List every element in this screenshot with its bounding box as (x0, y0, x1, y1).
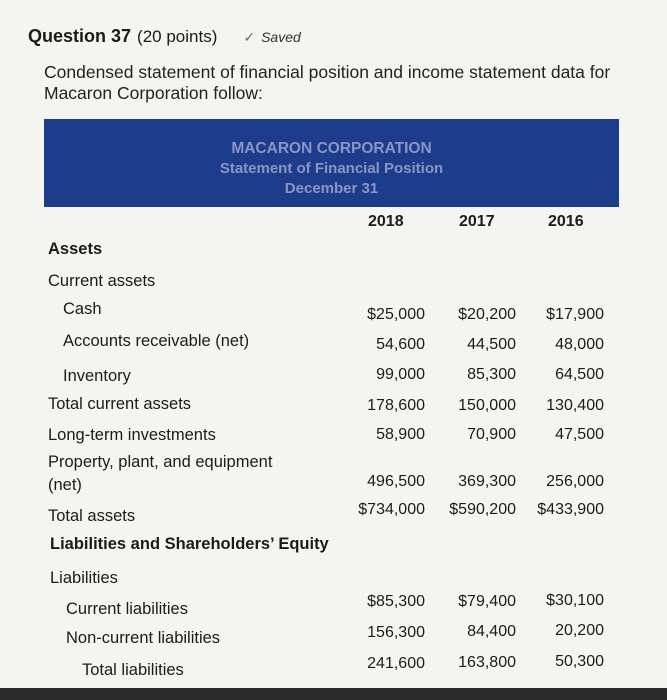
saved-label: Saved (261, 29, 301, 45)
section-liabilities (0, 569, 667, 591)
value-2017: 163,800 (458, 654, 516, 671)
value-2016: 130,400 (546, 397, 604, 414)
value-2018: 99,000 (376, 366, 425, 383)
row-current-liabilities (0, 592, 667, 622)
question-header (28, 26, 301, 47)
question-points: (20 points) (137, 27, 218, 46)
value-2016: 64,500 (555, 366, 604, 383)
company-name: MACARON CORPORATION (231, 140, 432, 157)
value-2018: 58,900 (376, 426, 425, 443)
value-2017: $20,200 (458, 306, 516, 323)
value-2018: 178,600 (367, 397, 425, 414)
row-inventory (0, 367, 667, 389)
value-2018: 496,500 (367, 473, 425, 490)
row-non-current-liabilities (0, 622, 667, 651)
row-label: Inventory (63, 367, 131, 385)
row-label: Total liabilities (82, 661, 184, 679)
section-label: Assets (48, 240, 103, 258)
value-2016: 50,300 (555, 653, 604, 670)
row-label: Current liabilities (66, 600, 188, 618)
section-assets (0, 240, 667, 262)
section-label: Current assets (48, 272, 156, 290)
section-current-assets (0, 272, 667, 294)
value-2017: 70,900 (467, 426, 516, 443)
value-2017: 150,000 (458, 397, 516, 414)
row-label: Total current assets (48, 395, 192, 413)
year-header-row (0, 213, 667, 235)
row-ppe-label-1 (0, 453, 667, 475)
statement-date: December 31 (284, 180, 379, 197)
value-2018: $85,300 (367, 593, 425, 610)
value-2016: 256,000 (546, 473, 604, 490)
row-label: Accounts receivable (net) (63, 332, 250, 350)
value-2017: 85,300 (467, 366, 516, 383)
row-total-assets (0, 501, 667, 529)
value-2018: $734,000 (358, 501, 425, 518)
statement-name: Statement of Financial Position (219, 160, 444, 177)
value-2016: $433,900 (537, 501, 604, 518)
row-label: Total assets (48, 507, 136, 525)
year-2018: 2018 (368, 213, 404, 230)
row-label: Property, plant, and equipment (48, 453, 273, 471)
value-2016: 48,000 (555, 336, 604, 353)
value-2017: 44,500 (467, 336, 516, 353)
row-label: Non-current liabilities (66, 629, 221, 647)
year-2016: 2016 (548, 213, 584, 230)
value-2017: 84,400 (467, 623, 516, 640)
row-total-current-assets (0, 395, 667, 417)
value-2016: $30,100 (546, 592, 604, 609)
saved-status (243, 29, 300, 46)
value-2018: 54,600 (376, 336, 425, 353)
year-2017: 2017 (459, 213, 495, 230)
value-2018: 156,300 (367, 624, 425, 641)
value-2017: $79,400 (458, 593, 516, 610)
row-label: Cash (63, 300, 102, 318)
section-liabilities-equity (0, 535, 667, 557)
checkmark-icon: ✓ (243, 29, 256, 45)
question-title: Question 37 (28, 26, 132, 46)
section-label: Liabilities and Shareholders’ Equity (50, 535, 329, 553)
row-long-term-investments (0, 426, 667, 448)
statement-banner (44, 119, 619, 207)
row-cash-values (0, 306, 667, 328)
row-total-liabilities (0, 653, 667, 683)
value-2018: $25,000 (367, 306, 425, 323)
value-2016: $17,900 (546, 306, 604, 323)
section-label: Liabilities (50, 569, 118, 587)
row-accounts-receivable-values (0, 336, 667, 358)
row-label: Long-term investments (48, 426, 216, 444)
value-2018: 241,600 (367, 655, 425, 672)
value-2016: 20,200 (555, 622, 604, 639)
value-2017: $590,200 (449, 501, 516, 518)
question-intro: Condensed statement of financial position and income statement data for Macaron Corporation follow: (44, 62, 611, 103)
screen-bottom-edge (0, 688, 667, 700)
value-2017: 369,300 (458, 473, 516, 490)
value-2016: 47,500 (555, 426, 604, 443)
row-ppe (0, 473, 667, 498)
row-label-cont: (net) (48, 476, 82, 494)
